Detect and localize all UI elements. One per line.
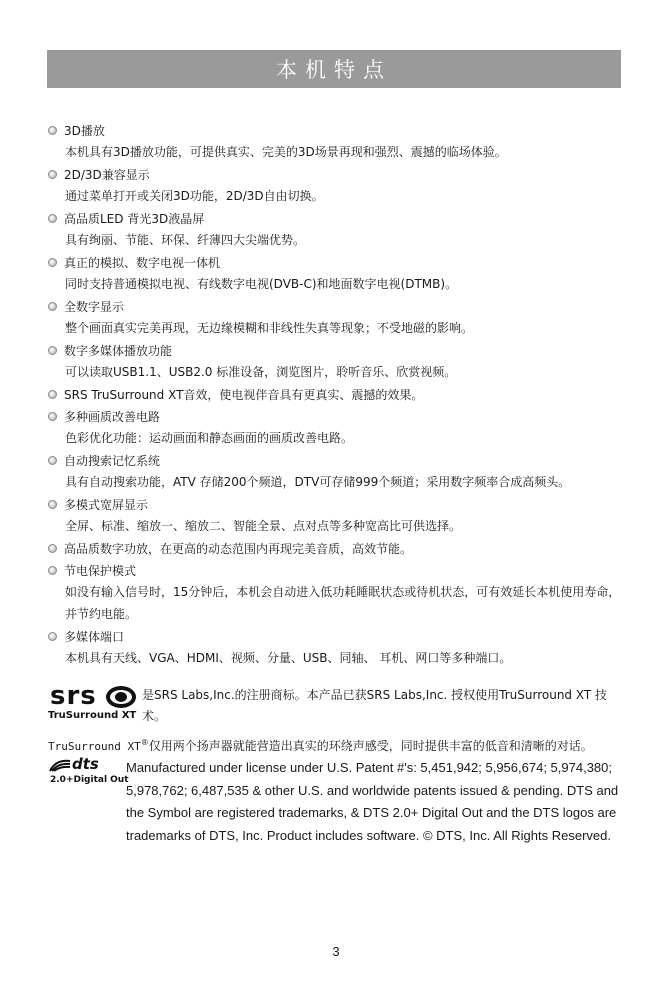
feature-title: 数字多媒体播放功能	[64, 343, 173, 358]
feature-title: 高品质LED 背光3D液晶屏	[64, 211, 205, 226]
feature-item	[48, 119, 628, 163]
feature-title: 3D播放	[64, 123, 105, 138]
feature-item	[48, 339, 628, 383]
trusurround-prefix: TruSurround XT	[48, 740, 141, 753]
registered-mark: ®	[140, 738, 149, 747]
feature-item	[48, 163, 628, 207]
bullet-icon	[48, 412, 57, 421]
bullet-icon	[48, 544, 57, 553]
bullet-icon	[48, 302, 57, 311]
feature-item	[48, 251, 628, 295]
page-title: 本机特点	[276, 58, 392, 82]
dts-logo-subtitle: 2.0+Digital Out	[50, 775, 129, 785]
feature-title: 全数字显示	[64, 299, 125, 314]
feature-title: 多种画质改善电路	[64, 409, 161, 424]
srs-trademark-text: 是SRS Labs,Inc.的注册商标。本产品已获SRS Labs,Inc. 授权使用TruSurround XT 技术。	[142, 688, 608, 723]
feature-title: 节电保护模式	[64, 563, 137, 578]
feature-desc: 可以读取USB1.1、USB2.0 标准设备，浏览图片，聆听音乐、欣赏视频。	[65, 365, 457, 379]
bullet-icon	[48, 500, 57, 509]
feature-item	[48, 295, 628, 339]
page-number: 3	[332, 944, 340, 959]
feature-title: 多媒体端口	[64, 629, 125, 644]
bullet-icon	[48, 126, 57, 135]
feature-item	[48, 383, 628, 405]
feature-desc: 通过菜单打开或关闭3D功能，2D/3D自由切换。	[65, 189, 324, 203]
feature-title: 高品质数字功放，在更高的动态范围内再现完美音质，高效节能。	[64, 541, 413, 556]
bullet-icon	[48, 456, 57, 465]
feature-title: 自动搜索记忆系统	[64, 453, 161, 468]
srs-logo-wordmark: srs	[50, 681, 97, 711]
bullet-icon	[48, 390, 57, 399]
dts-logo	[48, 755, 129, 797]
feature-list	[48, 119, 628, 669]
bullet-icon	[48, 214, 57, 223]
bullet-icon	[48, 632, 57, 641]
feature-item	[48, 405, 628, 449]
feature-desc: 色彩优化功能：运动画面和静态画面的画质改善电路。	[65, 431, 354, 445]
feature-desc: 全屏、标准、缩放一、缩放二、智能全景、点对点等多种宽高比可供选择。	[65, 519, 462, 533]
feature-item	[48, 625, 628, 669]
dts-license-text: Manufactured under license under U.S. Patent #'s: 5,451,942; 5,956,674; 5,974,380; 5,978,762; 6,487,535 & other U.S. and worldwide patents issued & pending. DTS and the Symbol are registered trademarks, & DTS 2.0+ Digital Out and the DTS logos are trademarks of DTS, Inc. Product includes software. © DTS, Inc. All Rights Reserved.	[126, 760, 619, 843]
feature-title: 真正的模拟、数字电视一体机	[64, 255, 221, 270]
feature-desc: 本机具有天线、VGA、HDMI、视频、分量、USB、同轴、 耳机、网口等多种端口。	[65, 651, 512, 665]
bullet-icon	[48, 566, 57, 575]
feature-desc: 本机具有3D播放功能，可提供真实、完美的3D场景再现和强烈、震撼的临场体验。	[65, 145, 507, 159]
bullet-icon	[48, 258, 57, 267]
feature-desc: 同时支持普通模拟电视、有线数字电视(DVB-C)和地面数字电视(DTMB)。	[65, 277, 458, 291]
feature-desc: 具有自动搜索功能，ATV 存储200个频道，DTV可存储999个频道；采用数字频率合成高频头。	[65, 475, 571, 489]
feature-item	[48, 559, 628, 625]
feature-title: 2D/3D兼容显示	[64, 167, 150, 182]
feature-item	[48, 537, 628, 559]
feature-item	[48, 207, 628, 251]
trusurround-text: 仅用两个扬声器就能营造出真实的环绕声感受，同时提供丰富的低音和清晰的对话。	[148, 739, 593, 753]
dts-logo-wordmark: dts	[72, 755, 99, 773]
feature-title: 多模式宽屏显示	[64, 497, 149, 512]
bullet-icon	[48, 170, 57, 179]
feature-desc: 具有绚丽、节能、环保、纤薄四大尖端优势。	[65, 233, 306, 247]
srs-logo	[48, 683, 140, 727]
feature-item	[48, 493, 628, 537]
bullet-icon	[48, 346, 57, 355]
dts-symbol-icon	[48, 759, 72, 773]
feature-title: SRS TruSurround XT音效，使电视伴音具有更真实、震撼的效果。	[64, 387, 424, 402]
srs-circle-dot-icon	[115, 692, 127, 702]
trusurround-line	[48, 733, 628, 757]
page-title-bar	[47, 50, 621, 88]
srs-logo-subtitle: TruSurround XT	[48, 710, 137, 721]
feature-desc: 整个画面真实完美再现，无边缘模糊和非线性失真等现象；不受地磁的影响。	[65, 321, 474, 335]
feature-item	[48, 449, 628, 493]
feature-desc: 如没有输入信号时，15分钟后，本机会自动进入低功耗睡眠状态或待机状态，可有效延长本机使用寿命，并节约电能。	[65, 585, 621, 621]
